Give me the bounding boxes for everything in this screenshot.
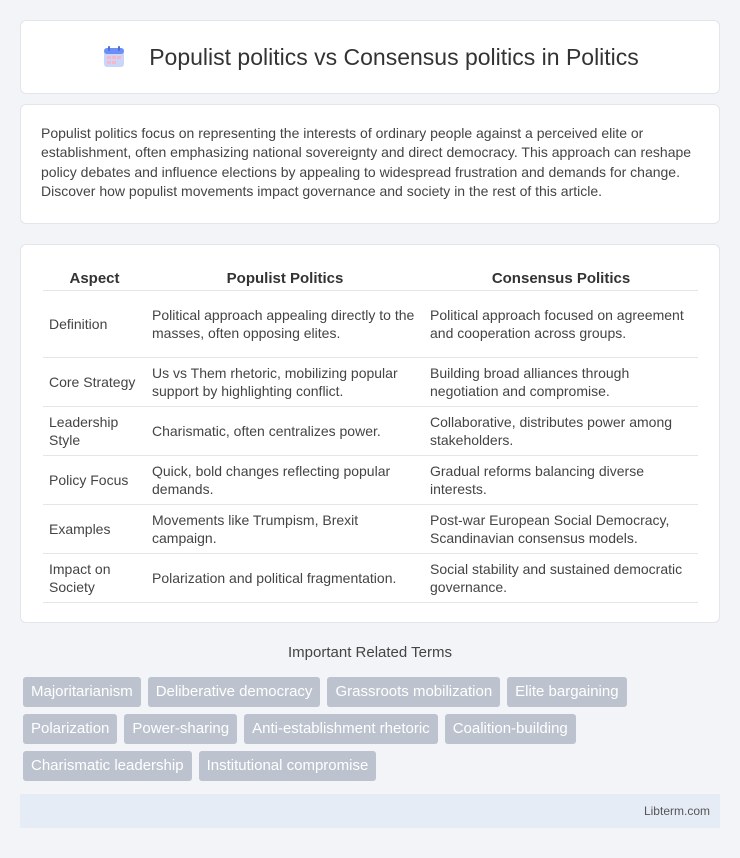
comparison-table xyxy=(43,263,698,603)
footer xyxy=(20,794,720,828)
term-tag[interactable]: Elite bargaining xyxy=(507,677,626,707)
table-row xyxy=(43,357,698,406)
calendar-icon xyxy=(101,44,127,70)
related-terms-heading: Important Related Terms xyxy=(288,644,452,661)
row-populist: Us vs Them rhetoric, mobilizing popular support by highlighting conflict. xyxy=(146,357,424,406)
table-row xyxy=(43,455,698,504)
footer-site-link[interactable]: Libterm.com xyxy=(643,804,710,818)
comparison-card xyxy=(20,244,720,623)
page-title: Populist politics vs Consensus politics in Politics xyxy=(149,43,639,70)
row-aspect: Policy Focus xyxy=(43,455,146,504)
row-aspect: Examples xyxy=(43,504,146,553)
table-header-row xyxy=(43,263,698,290)
column-header-consensus: Consensus Politics xyxy=(424,263,698,290)
term-tag[interactable]: Coalition-building xyxy=(445,714,576,744)
row-populist: Political approach appealing directly to the masses, often opposing elites. xyxy=(146,290,424,357)
row-populist: Polarization and political fragmentation. xyxy=(146,553,424,602)
column-header-populist: Populist Politics xyxy=(146,263,424,290)
row-consensus: Building broad alliances through negotiation and compromise. xyxy=(424,357,698,406)
row-consensus: Social stability and sustained democratic governance. xyxy=(424,553,698,602)
row-aspect: Definition xyxy=(43,290,146,357)
row-consensus: Collaborative, distributes power among stakeholders. xyxy=(424,406,698,455)
term-tag[interactable]: Charismatic leadership xyxy=(23,751,192,781)
title-card xyxy=(20,20,720,94)
row-populist: Charismatic, often centralizes power. xyxy=(146,406,424,455)
term-tag[interactable]: Majoritarianism xyxy=(23,677,141,707)
row-populist: Movements like Trumpism, Brexit campaign. xyxy=(146,504,424,553)
row-aspect: Leadership Style xyxy=(43,406,146,455)
table-row xyxy=(43,290,698,357)
intro-paragraph: Populist politics focus on representing the interests of ordinary people against a perceived elite or establishment, often emphasizing national sovereignty and direct democracy. This approach can reshape policy debates and influence elections by appealing to widespread frustration and demands for change. Discover how populist movements impact governance and society in the rest of this article. xyxy=(41,125,692,199)
table-row xyxy=(43,406,698,455)
table-row xyxy=(43,553,698,602)
term-tag[interactable]: Institutional compromise xyxy=(199,751,377,781)
related-terms-list xyxy=(23,677,723,781)
term-tag[interactable]: Anti-establishment rhetoric xyxy=(244,714,438,744)
intro-card xyxy=(20,104,720,224)
row-populist: Quick, bold changes reflecting popular demands. xyxy=(146,455,424,504)
column-header-aspect: Aspect xyxy=(43,263,146,290)
row-consensus: Post-war European Social Democracy, Scandinavian consensus models. xyxy=(424,504,698,553)
table-row xyxy=(43,504,698,553)
row-aspect: Impact on Society xyxy=(43,553,146,602)
row-aspect: Core Strategy xyxy=(43,357,146,406)
term-tag[interactable]: Grassroots mobilization xyxy=(327,677,500,707)
term-tag[interactable]: Polarization xyxy=(23,714,117,744)
row-consensus: Gradual reforms balancing diverse interests. xyxy=(424,455,698,504)
term-tag[interactable]: Power-sharing xyxy=(124,714,237,744)
row-consensus: Political approach focused on agreement and cooperation across groups. xyxy=(424,290,698,357)
term-tag[interactable]: Deliberative democracy xyxy=(148,677,321,707)
